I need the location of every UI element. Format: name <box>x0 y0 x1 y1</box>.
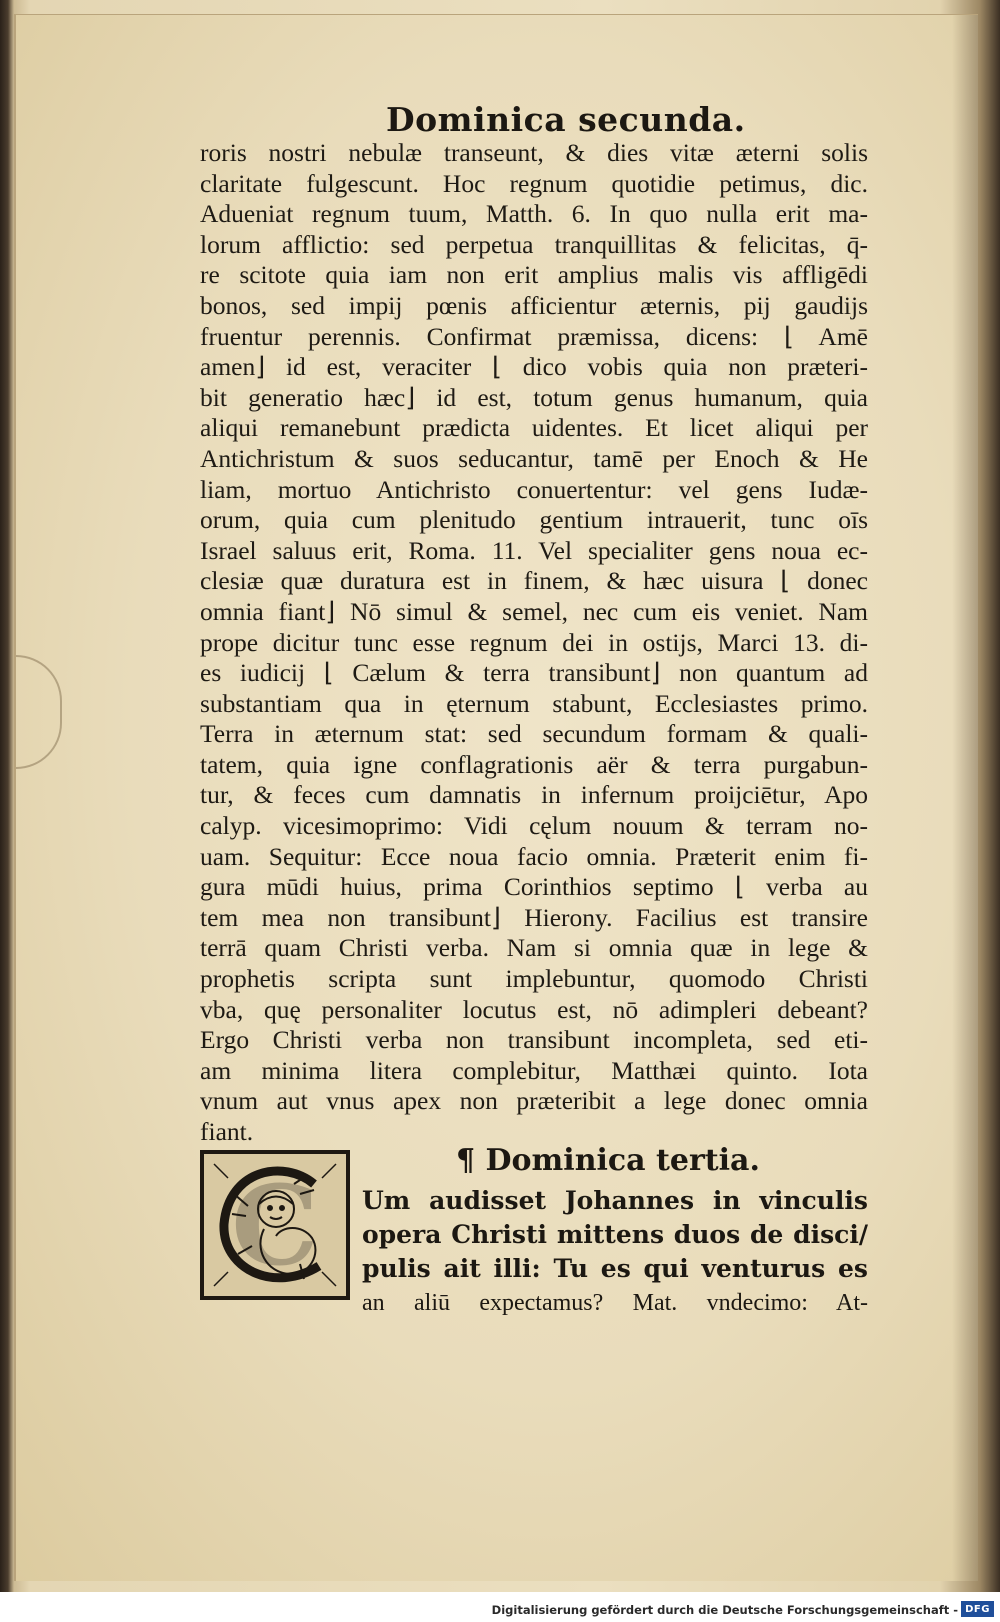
section-text-line: pulis ait illi: Tu es qui venturus es <box>362 1254 868 1283</box>
page-edge-curl <box>16 655 62 769</box>
text-line: liam, mortuo Antichristo conuertentur: vel gens Iudæ- <box>200 474 868 504</box>
section-text-block <box>362 1184 868 1320</box>
initial-letter: C <box>231 1160 319 1290</box>
dfg-logo[interactable]: DFG <box>961 1601 994 1617</box>
text-line: Israel saluus erit, Roma. 11. Vel specialiter gens noua ec- <box>200 535 868 565</box>
text-line: bit generatio hæc⌋ id est, totum genus humanum, quia <box>200 382 868 412</box>
section-text-line: Um audisset Johannes in vinculis <box>362 1186 868 1215</box>
text-line: tatem, quia igne conflagrationis aër & terra purgabun- <box>200 749 868 779</box>
text-line: lorum afflictio: sed perpetua tranquillitas & felicitas, q̄- <box>200 229 868 259</box>
text-line: tur, & feces cum damnatis in infernum proijciētur, Apo <box>200 780 868 810</box>
text-line: re scitote quia iam non erit amplius malis vis affligēdi <box>200 260 868 290</box>
text-line: omnia fiant⌋ Nō simul & semel, nec cum eis veniet. Nam <box>200 596 868 626</box>
text-line: fiant. <box>200 1117 254 1146</box>
section-text-line: an aliū expectamus? Mat. vndecimo: At- <box>362 1290 868 1316</box>
text-line: es iudicij ⌊ Cælum & terra transibunt⌋ non quantum ad <box>200 658 868 688</box>
text-line: clesiæ quæ duratura est in finem, & hæc uisura ⌊ donec <box>200 566 868 596</box>
text-line: uam. Sequitur: Ecce noua facio omnia. Præterit enim fi- <box>200 841 868 871</box>
section-text-line: opera Christi mittens duos de disci/ <box>362 1220 868 1249</box>
running-head: Dominica secunda. <box>386 100 746 139</box>
text-line: am minima litera complebitur, Matthæi quinto. Iota <box>200 1055 868 1085</box>
page-gutter-shadow <box>952 15 978 1581</box>
text-line: calyp. vicesimoprimo: Vidi cęlum nouum & terram no- <box>200 811 868 841</box>
text-line: terrā quam Christi verba. Nam si omnia quæ in lege & <box>200 933 868 963</box>
text-line: aliqui remanebunt prædicta uidentes. Et licet aliqui per <box>200 413 868 443</box>
text-line: Terra in æternum stat: sed secundum formam & quali- <box>200 719 868 749</box>
text-line: gura mūdi huius, prima Corinthios septimo ⌊ verba au <box>200 872 868 902</box>
body-text-block <box>200 138 868 1148</box>
text-line: prophetis scripta sunt implebuntur, quomodo Christi <box>200 964 868 994</box>
text-line: roris nostri nebulæ transeunt, & dies vitæ æterni solis <box>200 138 868 167</box>
text-line: tem mea non transibunt⌋ Hierony. Facilius est transire <box>200 902 868 932</box>
text-line: claritate fulgescunt. Hoc regnum quotidie petimus, dic. <box>200 168 868 198</box>
text-line: fruentur perennis. Confirmat præmissa, dicens: ⌊ Amē <box>200 321 868 351</box>
text-line: orum, quia cum plenitudo gentium intrauerit, tunc oīs <box>200 505 868 535</box>
text-line: Ergo Christi verba non transibunt incompleta, sed eti- <box>200 1025 868 1055</box>
text-line: bonos, sed impij pœnis afficientur æternis, pij gaudijs <box>200 290 868 320</box>
text-line: amen⌋ id est, veraciter ⌊ dico vobis quia non præteri- <box>200 352 868 382</box>
woodcut-initial <box>200 1150 350 1300</box>
text-line: prope dicitur tunc esse regnum dei in ostijs, Marci 13. di- <box>200 627 868 657</box>
section-heading: ¶ Dominica tertia. <box>456 1143 760 1178</box>
text-line: Adueniat regnum tuum, Matth. 6. In quo nulla erit ma- <box>200 199 868 229</box>
footer-credit: Digitalisierung gefördert durch die Deutsche Forschungsgemeinschaft - <box>491 1603 958 1617</box>
text-line: Antichristum & suos seducantur, tamē per Enoch & He <box>200 443 868 473</box>
text-line: substantiam qua in ęternum stabunt, Ecclesiastes primo. <box>200 688 868 718</box>
text-line: vnum aut vnus apex non præteribit a lege donec omnia <box>200 1086 868 1116</box>
text-line: vba, quę personaliter locutus est, nō adimpleri debeant? <box>200 994 868 1024</box>
